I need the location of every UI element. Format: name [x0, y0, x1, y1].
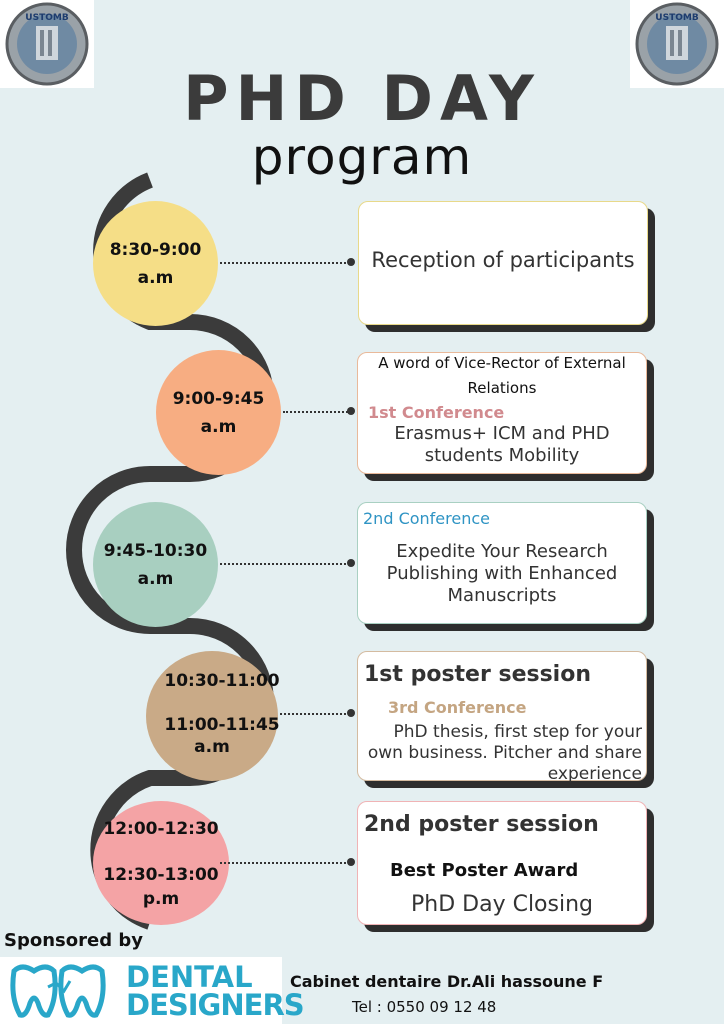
- time-slot-5-time-a: 12:00-12:30: [103, 819, 219, 839]
- page-title: PHD DAY: [183, 62, 541, 135]
- logo-badge-text: USTOMB: [25, 13, 69, 23]
- connector-line: [220, 262, 350, 264]
- connector-line: [220, 563, 350, 565]
- event-card-4: [357, 651, 647, 784]
- connector-dot: [347, 709, 355, 717]
- event-card-1: [358, 201, 648, 325]
- event-3-label: 2nd Conference: [363, 509, 490, 528]
- event-card-5: [357, 801, 647, 925]
- connector-dot: [347, 258, 355, 266]
- event-4-label: 3rd Conference: [388, 698, 527, 717]
- sponsor-brand-line2: DESIGNERS: [126, 988, 304, 1022]
- event-2-intro: A word of Vice-Rector of External Relations: [378, 354, 626, 397]
- time-slot-4-period: a.m: [194, 737, 230, 757]
- connector-line: [283, 411, 351, 413]
- connector-dot: [347, 559, 355, 567]
- event-card-3: [357, 502, 647, 624]
- time-slot-5-period: p.m: [142, 889, 180, 909]
- time-slot-2: [156, 350, 281, 475]
- event-5-text: PhD Day Closing: [411, 892, 593, 917]
- time-slot-1-time: 8:30-9:00: [109, 239, 202, 260]
- time-slot-1: [93, 201, 218, 326]
- event-3-text: Expedite Your Research Publishing with Enhanced Manuscripts: [386, 541, 618, 606]
- event-4-heading: 1st poster session: [364, 662, 592, 687]
- event-4-text: PhD thesis, first step for your own business. Pitcher and share experience: [367, 722, 642, 784]
- time-slot-4-time-b: 11:00-11:45: [164, 715, 280, 735]
- cabinet-phone: Tel : 0550 09 12 48: [352, 998, 497, 1016]
- time-slot-2-period: a.m: [200, 416, 237, 437]
- tooth-icon: [4, 957, 124, 1024]
- time-slot-5: [93, 801, 229, 925]
- event-2-label: 1st Conference: [368, 403, 505, 422]
- connector-line: [280, 713, 350, 715]
- sponsor-logo: [0, 957, 304, 1024]
- time-slot-3-time: 9:45-10:30: [103, 540, 208, 561]
- event-1-text: Reception of participants: [371, 248, 635, 272]
- time-slot-2-time: 9:00-9:45: [172, 388, 265, 409]
- cabinet-name: Cabinet dentaire Dr.Ali hassoune F: [290, 972, 604, 991]
- time-slot-5-time-b: 12:30-13:00: [103, 865, 219, 885]
- sponsored-by-label: Sponsored by: [4, 930, 143, 951]
- event-2-text: Erasmus+ ICM and PHD students Mobility: [394, 423, 610, 466]
- connector-dot: [347, 407, 355, 415]
- event-5-sub: Best Poster Award: [390, 860, 579, 881]
- time-slot-4: [146, 651, 278, 781]
- time-slot-1-period: a.m: [137, 267, 174, 288]
- sponsor-brand-line1: DENTAL: [126, 960, 253, 994]
- connector-dot: [347, 858, 355, 866]
- page-subtitle: program: [251, 128, 473, 186]
- logo-badge-text: USTOMB: [655, 13, 699, 23]
- time-slot-3: [93, 502, 218, 627]
- event-card-2: [357, 352, 647, 474]
- time-slot-4-time-a: 10:30-11:00: [164, 671, 280, 691]
- time-slot-3-period: a.m: [137, 568, 174, 589]
- event-5-heading: 2nd poster session: [364, 812, 599, 837]
- connector-line: [220, 862, 350, 864]
